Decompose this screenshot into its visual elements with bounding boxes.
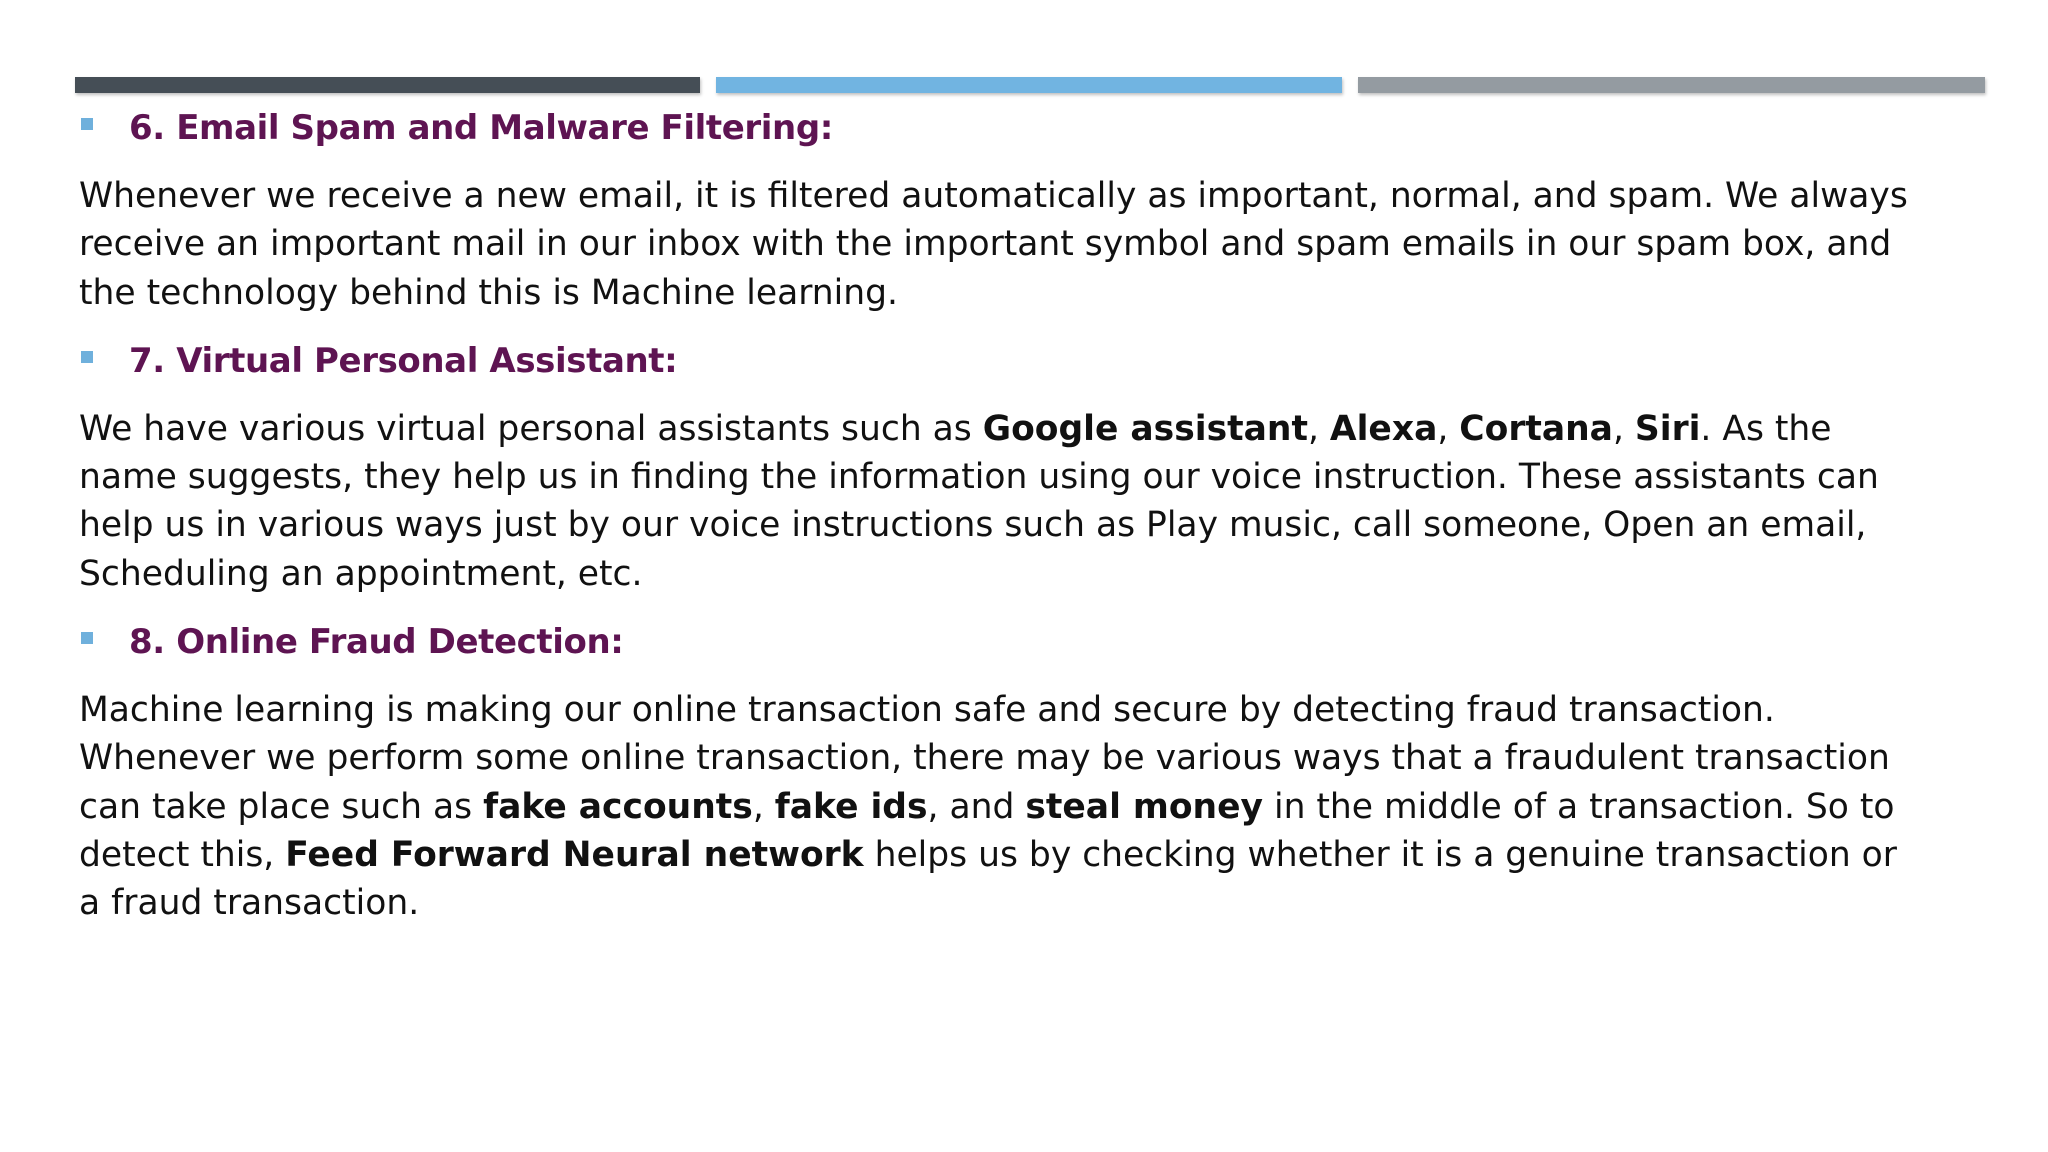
section-paragraph-fraud-detection — [79, 686, 1929, 927]
square-bullet-icon — [81, 118, 93, 130]
top-bar-blue — [716, 77, 1342, 93]
bold-term: Feed Forward Neural network — [285, 834, 864, 875]
heading-text: 7. Virtual Personal Assistant: — [129, 340, 678, 381]
heading-text: 6. Email Spam and Malware Filtering: — [129, 108, 833, 148]
text-run: , — [752, 786, 775, 827]
section-paragraph-email-spam — [79, 172, 1929, 317]
text-run: We have various virtual personal assistants such as — [79, 408, 983, 449]
section-heading-virtual-assistant — [79, 337, 1949, 385]
text-run: in the middle of a transaction. So to detect this, — [79, 786, 1895, 875]
top-bar-gray — [1358, 77, 1985, 93]
bold-term: Siri — [1634, 408, 1701, 449]
section-paragraph-virtual-assistant — [79, 405, 1929, 598]
decorative-top-bars — [75, 77, 1985, 93]
bold-term: Google assistant — [982, 408, 1308, 449]
bold-term: fake accounts — [483, 786, 753, 827]
section-heading-email-spam — [79, 104, 1949, 152]
text-run: Whenever we receive a new email, it is filtered automatically as important, normal, and spam. We always receive an important mail in our inbox with the important symbol and spam emails in our spam box, and the technology behind this is Machine learning. — [79, 176, 1908, 313]
text-run: , and — [927, 786, 1026, 827]
bold-term: fake ids — [774, 786, 928, 827]
bold-term: Alexa — [1329, 408, 1438, 449]
square-bullet-icon — [81, 351, 93, 363]
section-heading-fraud-detection — [79, 618, 1949, 666]
top-bar-dark — [75, 77, 700, 93]
text-run: helps us by checking whether it is a genuine transaction or a fraud transaction. — [79, 834, 1897, 924]
bold-term: Cortana — [1459, 408, 1613, 449]
heading-text: 8. Online Fraud Detection: — [129, 622, 624, 663]
text-run: , — [1437, 408, 1460, 449]
text-run: , — [1612, 408, 1635, 449]
bold-term: steal money — [1025, 786, 1264, 827]
square-bullet-icon — [81, 632, 93, 644]
text-run: Machine learning is making our online transaction safe and secure by detecting fraud transaction. Whenever we perform some online transaction, there may be various ways that a fraudulent transaction can take place such as — [79, 690, 1890, 827]
slide-content — [79, 104, 1949, 928]
text-run: , — [1307, 408, 1330, 449]
text-run: . As the name suggests, they help us in finding the information using our voice instruction. These assistants can help us in various ways just by our voice instructions such as Play music, call someone, Open an email, Scheduling an appointment, etc. — [79, 408, 1879, 594]
